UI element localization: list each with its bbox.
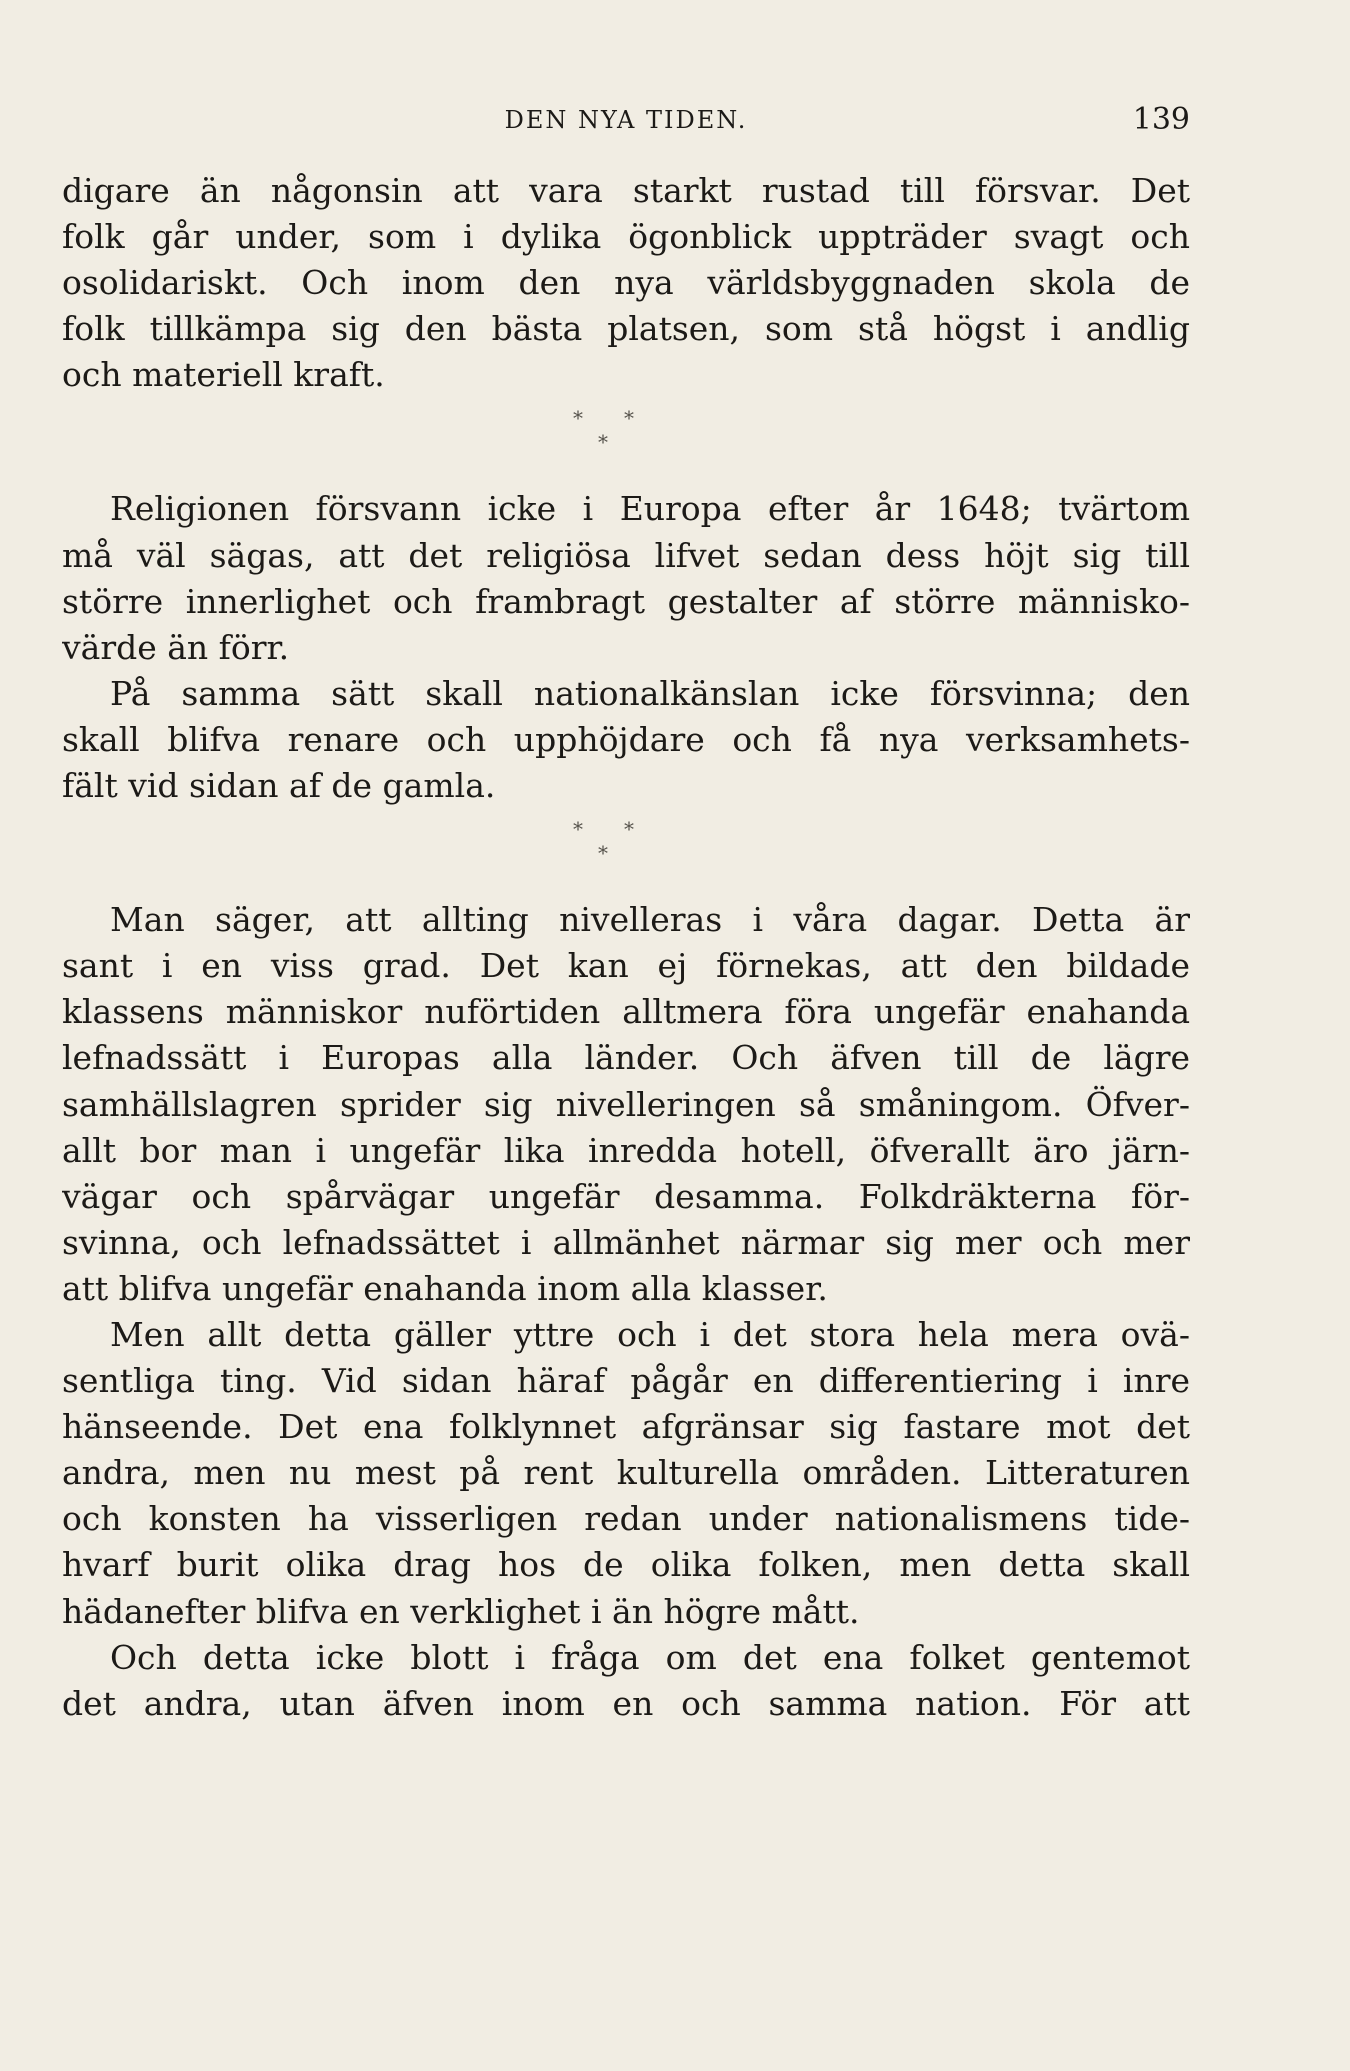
text-line: allt bor man i ungefär lika inredda hotell, öfverallt äro järn-: [62, 1130, 1190, 1170]
text-line: På samma sätt skall nationalkänslan icke försvinna; den: [110, 673, 1190, 713]
page-header: [62, 100, 1190, 140]
asterism-star: *: [598, 430, 608, 455]
text-line: svinna, och lefnadssättet i allmänhet närmar sig mer och mer: [62, 1222, 1190, 1262]
paragraph: [62, 1312, 1190, 1635]
asterism-star: *: [624, 406, 634, 431]
body-text: [62, 168, 1190, 1727]
text-line: Man säger, att allting nivelleras i våra dagar. Detta är: [110, 900, 1190, 940]
text-line: sant i en viss grad. Det kan ej förnekas, att den bildade: [62, 946, 1190, 986]
asterism-star: *: [598, 841, 608, 866]
text-line: lefnadssätt i Europas alla länder. Och äfven till de lägre: [62, 1038, 1190, 1078]
asterism-star: *: [573, 406, 583, 431]
paragraph: [62, 897, 1190, 1312]
asterism-star: *: [624, 817, 634, 842]
text-line: fält vid sidan af de gamla.: [62, 766, 496, 806]
asterism-star: *: [573, 817, 583, 842]
section-divider: [62, 809, 1190, 897]
text-line: Och detta icke blott i fråga om det ena folket gentemot: [110, 1637, 1190, 1677]
paragraph: [62, 1635, 1190, 1727]
text-line: folk tillkämpa sig den bästa platsen, som stå högst i andlig: [62, 309, 1190, 349]
text-line: Religionen försvann icke i Europa efter år 1648; tvärtom: [110, 489, 1190, 529]
section-divider: [62, 398, 1190, 486]
text-line: Men allt detta gäller yttre och i det stora hela mera ovä-: [110, 1314, 1190, 1354]
text-line: att blifva ungefär enahanda inom alla klasser.: [62, 1268, 828, 1308]
text-line: skall blifva renare och upphöjdare och få nya verksamhets-: [62, 719, 1190, 759]
text-line: folk går under, som i dylika ögonblick uppträder svagt och: [62, 217, 1190, 257]
text-line: större innerlighet och frambragt gestalter af större människo-: [62, 581, 1190, 621]
text-line: hädanefter blifva en verklighet i än högre mått.: [62, 1591, 860, 1631]
page-number: 139: [1132, 102, 1190, 137]
text-line: andra, men nu mest på rent kulturella områden. Litteraturen: [62, 1453, 1190, 1493]
text-line: värde än förr.: [62, 627, 290, 667]
text-line: digare än någonsin att vara starkt rustad till försvar. Det: [62, 171, 1190, 210]
text-line: sentliga ting. Vid sidan häraf pågår en differentiering i inre: [62, 1361, 1190, 1401]
paragraph: [62, 486, 1190, 670]
text-line: samhällslagren sprider sig nivelleringen så småningom. Öfver-: [62, 1084, 1190, 1124]
paragraph: [62, 671, 1190, 809]
text-line: osolidariskt. Och inom den nya världsbyggnaden skola de: [62, 263, 1190, 303]
text-line: må väl sägas, att det religiösa lifvet sedan dess höjt sig till: [62, 535, 1190, 575]
text-line: hvarf burit olika drag hos de olika folken, men detta skall: [62, 1545, 1190, 1585]
text-line: det andra, utan äfven inom en och samma nation. För att: [62, 1683, 1190, 1723]
text-line: hänseende. Det ena folklynnet afgränsar sig fastare mot det: [62, 1407, 1190, 1447]
running-head: DEN NYA TIDEN.: [504, 106, 748, 134]
text-line: vägar och spårvägar ungefär desamma. Folkdräkterna för-: [62, 1176, 1190, 1216]
text-line: och konsten ha visserligen redan under nationalismens tide-: [62, 1499, 1190, 1539]
paragraph: [62, 168, 1190, 398]
text-line: klassens människor nuförtiden alltmera föra ungefär enahanda: [62, 992, 1190, 1032]
text-line: och materiell kraft.: [62, 355, 385, 395]
